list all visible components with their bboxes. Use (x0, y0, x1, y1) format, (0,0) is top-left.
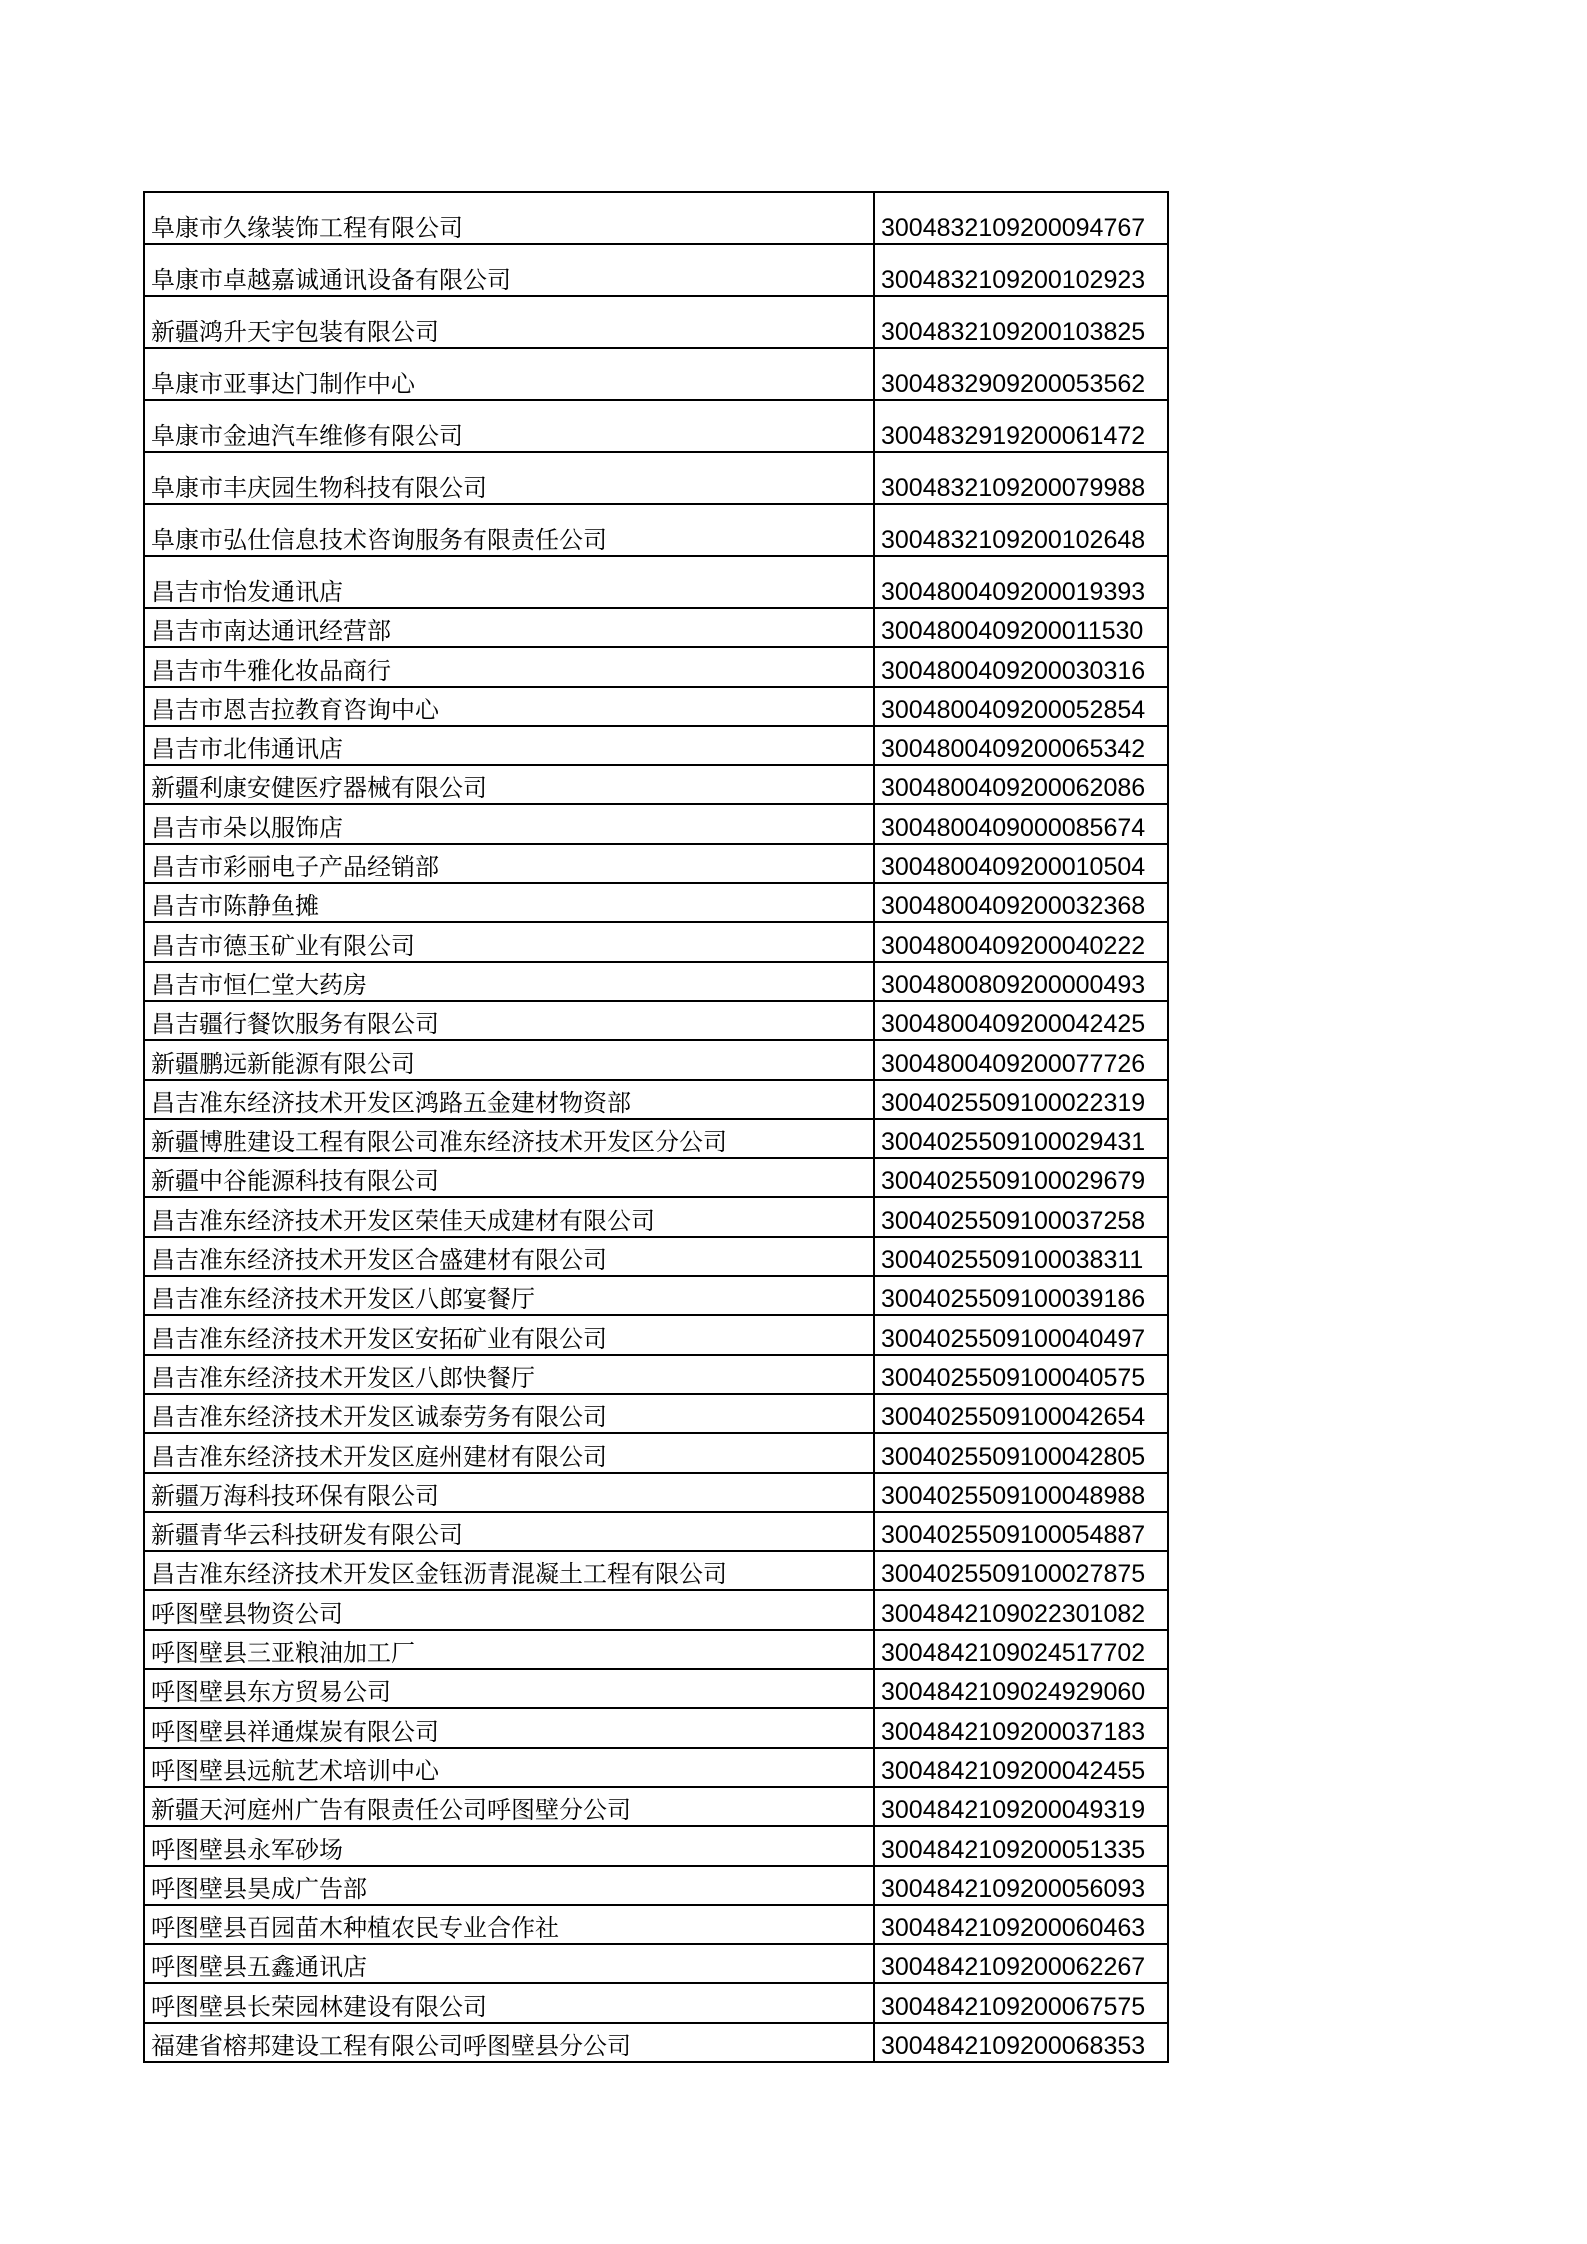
registration-code-cell: 3004800409200040222 (874, 922, 1168, 961)
company-name-cell: 昌吉准东经济技术开发区庭州建材有限公司 (144, 1433, 874, 1472)
company-name-cell: 呼图壁县永军砂场 (144, 1826, 874, 1865)
table-row (144, 1119, 1168, 1158)
company-name-cell: 新疆利康安健医疗器械有限公司 (144, 765, 874, 804)
table-row (144, 1866, 1168, 1905)
registration-code-cell: 3004800409200052854 (874, 687, 1168, 726)
company-name-cell: 阜康市金迪汽车维修有限公司 (144, 400, 874, 452)
table-row (144, 1669, 1168, 1708)
table-row (144, 883, 1168, 922)
registration-code-cell: 3004832909200053562 (874, 348, 1168, 400)
registration-code-cell: 3004842109200067575 (874, 1983, 1168, 2022)
table-row (144, 244, 1168, 296)
company-name-cell: 昌吉市北伟通讯店 (144, 726, 874, 765)
company-name-cell: 新疆博胜建设工程有限公司准东经济技术开发区分公司 (144, 1119, 874, 1158)
company-name-cell: 呼图壁县祥通煤炭有限公司 (144, 1708, 874, 1747)
registration-code-cell: 3004800809200000493 (874, 962, 1168, 1001)
company-name-cell: 昌吉准东经济技术开发区金钰沥青混凝土工程有限公司 (144, 1551, 874, 1590)
registration-code-cell: 3004842109024517702 (874, 1630, 1168, 1669)
registration-code-cell: 3004842109200037183 (874, 1708, 1168, 1747)
company-name-cell: 呼图壁县百园苗木种植农民专业合作社 (144, 1905, 874, 1944)
company-name-cell: 呼图壁县物资公司 (144, 1590, 874, 1629)
company-name-cell: 昌吉市彩丽电子产品经销部 (144, 844, 874, 883)
registration-code-cell: 3004800409200010504 (874, 844, 1168, 883)
table-row (144, 296, 1168, 348)
registration-code-cell: 3004842109200056093 (874, 1866, 1168, 1905)
table-row (144, 1276, 1168, 1315)
table-row (144, 1905, 1168, 1944)
company-name-cell: 新疆鸿升天宇包装有限公司 (144, 296, 874, 348)
company-name-cell: 昌吉准东经济技术开发区合盛建材有限公司 (144, 1237, 874, 1276)
table-row (144, 1787, 1168, 1826)
company-name-cell: 呼图壁县五鑫通讯店 (144, 1944, 874, 1983)
registration-code-cell: 3004832109200102923 (874, 244, 1168, 296)
registration-code-cell: 3004842109200068353 (874, 2023, 1168, 2062)
table-row (144, 1944, 1168, 1983)
table-row (144, 1315, 1168, 1354)
company-name-cell: 昌吉市朵以服饰店 (144, 804, 874, 843)
registration-code-cell: 3004832109200094767 (874, 192, 1168, 244)
registration-code-cell: 3004842109022301082 (874, 1590, 1168, 1629)
table-row (144, 1040, 1168, 1079)
table-row (144, 1983, 1168, 2022)
company-name-cell: 昌吉准东经济技术开发区鸿路五金建材物资部 (144, 1080, 874, 1119)
registration-code-cell: 3004025509100040497 (874, 1315, 1168, 1354)
registration-code-cell: 3004025509100039186 (874, 1276, 1168, 1315)
company-name-cell: 昌吉市怡发通讯店 (144, 556, 874, 608)
table-row (144, 1355, 1168, 1394)
table-row (144, 1237, 1168, 1276)
registration-code-cell: 3004842109200042455 (874, 1748, 1168, 1787)
table-row (144, 765, 1168, 804)
registration-code-cell: 3004025509100029431 (874, 1119, 1168, 1158)
company-name-cell: 呼图壁县远航艺术培训中心 (144, 1748, 874, 1787)
table-row (144, 348, 1168, 400)
registration-code-cell: 3004025509100022319 (874, 1080, 1168, 1119)
registration-code-cell: 3004800409200019393 (874, 556, 1168, 608)
registration-code-cell: 3004025509100027875 (874, 1551, 1168, 1590)
table-row (144, 1630, 1168, 1669)
table-row (144, 922, 1168, 961)
table-row (144, 608, 1168, 647)
registry-table-body (144, 192, 1168, 2062)
table-row (144, 400, 1168, 452)
company-name-cell: 新疆鹏远新能源有限公司 (144, 1040, 874, 1079)
company-name-cell: 昌吉市恩吉拉教育咨询中心 (144, 687, 874, 726)
company-name-cell: 昌吉市恒仁堂大药房 (144, 962, 874, 1001)
company-name-cell: 福建省榕邦建设工程有限公司呼图壁县分公司 (144, 2023, 874, 2062)
table-row (144, 556, 1168, 608)
registration-code-cell: 3004800409000085674 (874, 804, 1168, 843)
company-name-cell: 昌吉疆行餐饮服务有限公司 (144, 1001, 874, 1040)
company-name-cell: 呼图壁县东方贸易公司 (144, 1669, 874, 1708)
company-name-cell: 阜康市丰庆园生物科技有限公司 (144, 452, 874, 504)
company-name-cell: 昌吉准东经济技术开发区八郎快餐厅 (144, 1355, 874, 1394)
company-name-cell: 昌吉准东经济技术开发区诚泰劳务有限公司 (144, 1394, 874, 1433)
table-row (144, 2023, 1168, 2062)
company-name-cell: 新疆中谷能源科技有限公司 (144, 1158, 874, 1197)
table-row (144, 504, 1168, 556)
registration-code-cell: 3004800409200030316 (874, 647, 1168, 686)
registry-table (143, 191, 1169, 2063)
table-row (144, 1708, 1168, 1747)
table-row (144, 1001, 1168, 1040)
company-name-cell: 新疆青华云科技研发有限公司 (144, 1512, 874, 1551)
registration-code-cell: 3004025509100038311 (874, 1237, 1168, 1276)
company-name-cell: 昌吉准东经济技术开发区八郎宴餐厅 (144, 1276, 874, 1315)
table-row (144, 1433, 1168, 1472)
registration-code-cell: 3004842109200062267 (874, 1944, 1168, 1983)
registration-code-cell: 3004800409200077726 (874, 1040, 1168, 1079)
company-name-cell: 呼图壁县长荣园林建设有限公司 (144, 1983, 874, 2022)
registration-code-cell: 3004832109200103825 (874, 296, 1168, 348)
registration-code-cell: 3004025509100040575 (874, 1355, 1168, 1394)
table-row (144, 804, 1168, 843)
registration-code-cell: 3004800409200032368 (874, 883, 1168, 922)
registration-code-cell: 3004842109024929060 (874, 1669, 1168, 1708)
company-name-cell: 昌吉市南达通讯经营部 (144, 608, 874, 647)
table-row (144, 1394, 1168, 1433)
registration-code-cell: 3004832109200079988 (874, 452, 1168, 504)
company-name-cell: 阜康市弘仕信息技术咨询服务有限责任公司 (144, 504, 874, 556)
table-row (144, 1590, 1168, 1629)
table-row (144, 844, 1168, 883)
registration-code-cell: 3004842109200051335 (874, 1826, 1168, 1865)
registration-code-cell: 3004800409200042425 (874, 1001, 1168, 1040)
table-row (144, 1826, 1168, 1865)
company-name-cell: 昌吉准东经济技术开发区荣佳天成建材有限公司 (144, 1197, 874, 1236)
table-row (144, 962, 1168, 1001)
company-name-cell: 呼图壁县三亚粮油加工厂 (144, 1630, 874, 1669)
registration-code-cell: 3004842109200049319 (874, 1787, 1168, 1826)
company-name-cell: 新疆天河庭州广告有限责任公司呼图壁分公司 (144, 1787, 874, 1826)
registration-code-cell: 3004800409200065342 (874, 726, 1168, 765)
table-row (144, 687, 1168, 726)
table-row (144, 647, 1168, 686)
registration-code-cell: 3004832919200061472 (874, 400, 1168, 452)
registration-code-cell: 3004842109200060463 (874, 1905, 1168, 1944)
table-row (144, 452, 1168, 504)
company-name-cell: 昌吉准东经济技术开发区安拓矿业有限公司 (144, 1315, 874, 1354)
company-name-cell: 新疆万海科技环保有限公司 (144, 1473, 874, 1512)
registration-code-cell: 3004800409200011530 (874, 608, 1168, 647)
registration-code-cell: 3004025509100048988 (874, 1473, 1168, 1512)
table-row (144, 1473, 1168, 1512)
table-row (144, 1158, 1168, 1197)
registration-code-cell: 3004800409200062086 (874, 765, 1168, 804)
company-name-cell: 阜康市卓越嘉诚通讯设备有限公司 (144, 244, 874, 296)
company-name-cell: 昌吉市牛雅化妆品商行 (144, 647, 874, 686)
table-row (144, 1512, 1168, 1551)
table-row (144, 1197, 1168, 1236)
company-name-cell: 呼图壁县昊成广告部 (144, 1866, 874, 1905)
table-row (144, 192, 1168, 244)
registration-code-cell: 3004025509100054887 (874, 1512, 1168, 1551)
registration-code-cell: 3004025509100029679 (874, 1158, 1168, 1197)
company-name-cell: 阜康市久缘装饰工程有限公司 (144, 192, 874, 244)
company-name-cell: 昌吉市德玉矿业有限公司 (144, 922, 874, 961)
table-row (144, 1551, 1168, 1590)
registration-code-cell: 3004832109200102648 (874, 504, 1168, 556)
table-row (144, 726, 1168, 765)
table-row (144, 1748, 1168, 1787)
registration-code-cell: 3004025509100042654 (874, 1394, 1168, 1433)
registration-code-cell: 3004025509100037258 (874, 1197, 1168, 1236)
company-name-cell: 昌吉市陈静鱼摊 (144, 883, 874, 922)
company-name-cell: 阜康市亚事达门制作中心 (144, 348, 874, 400)
table-row (144, 1080, 1168, 1119)
registration-code-cell: 3004025509100042805 (874, 1433, 1168, 1472)
